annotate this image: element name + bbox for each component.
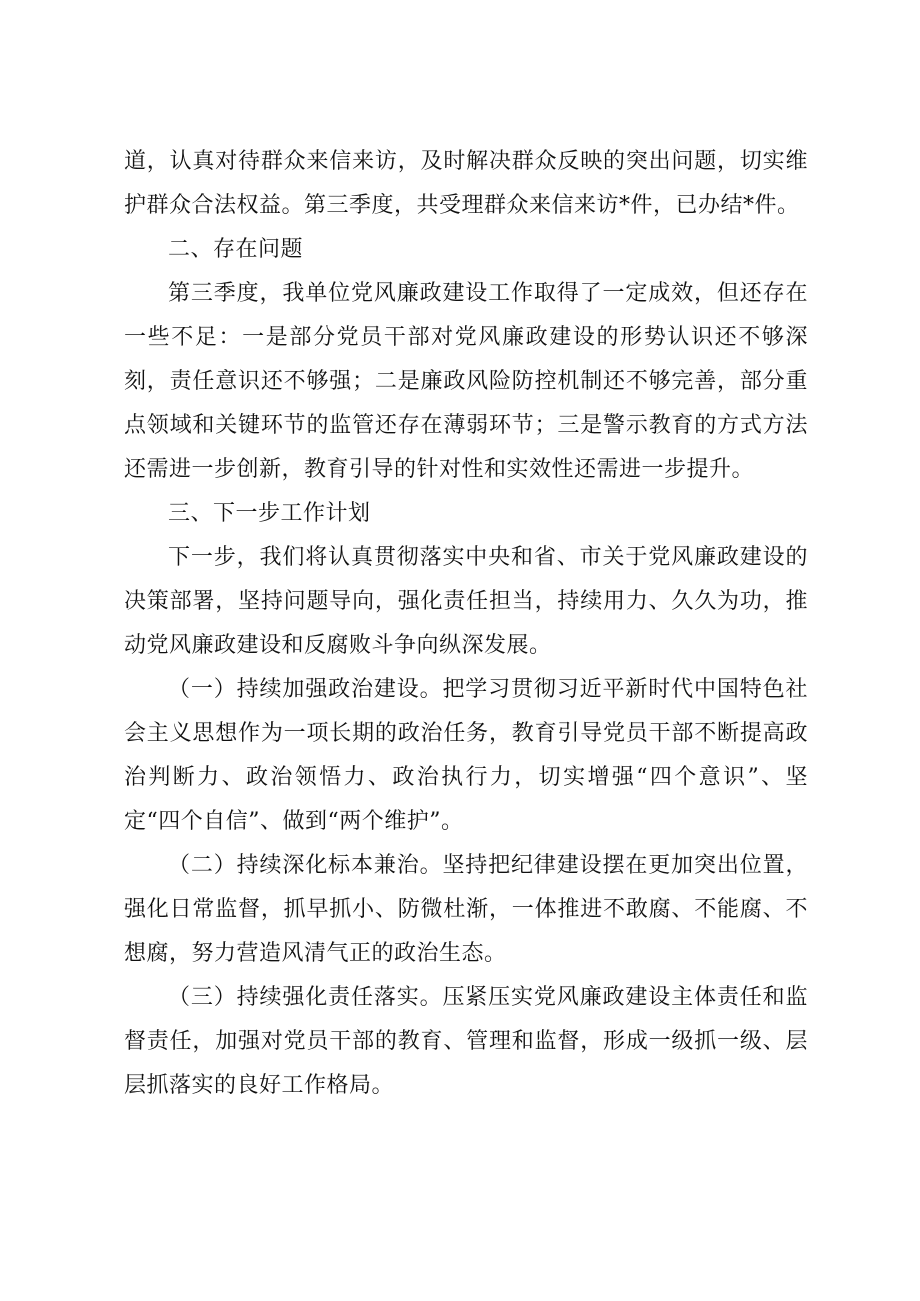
paragraph-continued: 道，认真对待群众来信来访，及时解决群众反映的突出问题，切实维护群众合法权益。第三季度，共受理群众来信来访*件，已办结*件。 bbox=[124, 149, 808, 218]
paragraph-plan-item-2: （二）持续深化标本兼治。坚持把纪律建设摆在更加突出位置，强化日常监督，抓早抓小、防微杜渐，一体推进不敢腐、不能腐、不想腐，努力营造风清气正的政治生态。 bbox=[124, 853, 808, 966]
paragraph-plan-intro: 下一步，我们将认真贯彻落实中央和省、市关于党风廉政建设的决策部署，坚持问题导向，强化责任担当，持续用力、久久为功，推动党风廉政建设和反腐败斗争向纵深发展。 bbox=[124, 545, 808, 658]
document-body bbox=[124, 140, 808, 1108]
paragraph-plan-item-3: （三）持续强化责任落实。压紧压实党风廉政建设主体责任和监督责任，加强对党员干部的教育、管理和监督，形成一级抓一级、层层抓落实的良好工作格局。 bbox=[124, 985, 808, 1098]
paragraph-problems: 第三季度，我单位党风廉政建设工作取得了一定成效，但还存在一些不足：一是部分党员干部对党风廉政建设的形势认识还不够深刻，责任意识还不够强；二是廉政风险防控机制还不够完善，部分重点领域和关键环节的监管还存在薄弱环节；三是警示教育的方式方法还需进一步创新，教育引导的针对性和实效性还需进一步提升。 bbox=[124, 281, 808, 482]
paragraph-plan-item-1: （一）持续加强政治建设。把学习贯彻习近平新时代中国特色社会主义思想作为一项长期的政治任务，教育引导党员干部不断提高政治判断力、政治领悟力、政治执行力，切实增强“四个意识”、坚定“四个自信”、做到“两个维护”。 bbox=[124, 677, 808, 834]
section-heading-problems: 二、存在问题 bbox=[168, 237, 304, 262]
section-heading-next-steps: 三、下一步工作计划 bbox=[168, 501, 371, 526]
